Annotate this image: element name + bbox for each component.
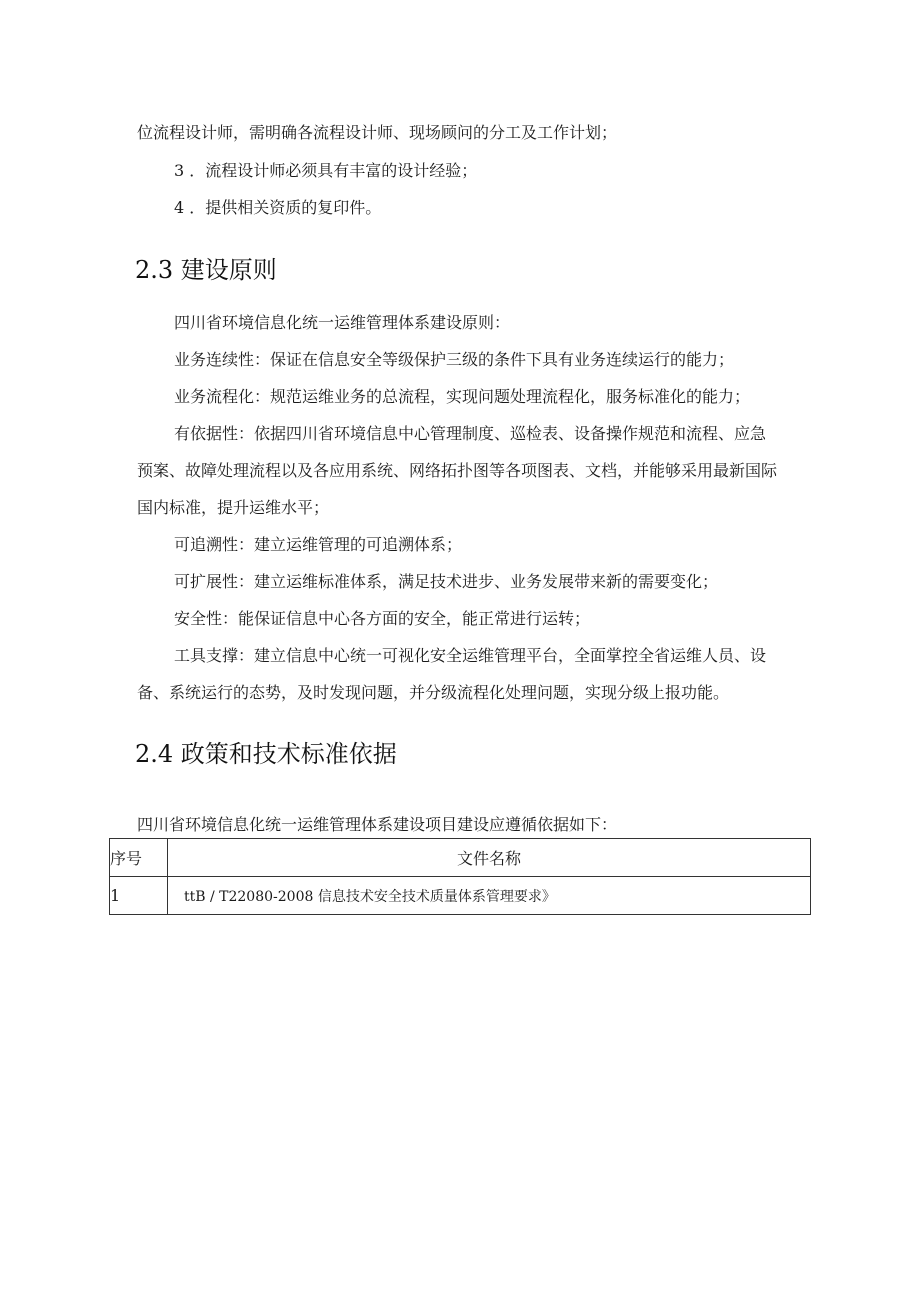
paragraph-security: 安全性：能保证信息中心各方面的安全，能正常进行运转； [174, 609, 591, 628]
text-line: 位流程设计师，需明确各流程设计师、现场顾问的分工及工作计划； [137, 123, 618, 142]
paragraph-basis-line3: 国内标准，提升运维水平； [137, 498, 330, 517]
paragraph-basis-line1: 有依据性：依据四川省环境信息中心管理制度、巡检表、设备操作规范和流程、应急 [174, 424, 767, 443]
header-number: 序号 [110, 839, 168, 877]
list-item-4: 4 ．提供相关资质的复印件。 [174, 198, 382, 217]
section-heading-2-4: 2.4 政策和技术标准依据 [135, 740, 397, 768]
paragraph-standards-intro: 四川省环境信息化统一运维管理体系建设项目建设应遵循依据如下： [137, 815, 618, 834]
paragraph-scalability: 可扩展性：建立运维标准体系，满足技术进步、业务发展带来新的需要变化； [174, 572, 719, 591]
cell-number: 1 [110, 877, 168, 915]
table-row [110, 877, 811, 915]
paragraph-basis-line2: 预案、故障处理流程以及各应用系统、网络拓扑图等各项图表、文档，并能够采用最新国际 [137, 461, 778, 480]
paragraph-tools-line1: 工具支撑：建立信息中心统一可视化安全运维管理平台，全面掌控全省运维人员、设 [174, 646, 767, 665]
cell-document-name: ttB / T22080-2008 信息技术安全技术质量体系管理要求》 [168, 877, 811, 915]
paragraph-intro: 四川省环境信息化统一运维管理体系建设原则： [174, 313, 511, 332]
list-item-3: 3 ．流程设计师必须具有丰富的设计经验； [174, 161, 478, 180]
paragraph-continuity: 业务连续性：保证在信息安全等级保护三级的条件下具有业务连续运行的能力； [174, 350, 735, 369]
standards-table [109, 838, 811, 915]
paragraph-process: 业务流程化：规范运维业务的总流程，实现问题处理流程化，服务标准化的能力； [174, 387, 751, 406]
table-header-row [110, 839, 811, 877]
paragraph-tools-line2: 备、系统运行的态势，及时发现问题，并分级流程化处理问题，实现分级上报功能。 [137, 683, 730, 702]
section-heading-2-3: 2.3 建设原则 [135, 256, 277, 284]
paragraph-traceability: 可追溯性：建立运维管理的可追溯体系； [174, 535, 463, 554]
header-document-name: 文件名称 [168, 839, 811, 877]
